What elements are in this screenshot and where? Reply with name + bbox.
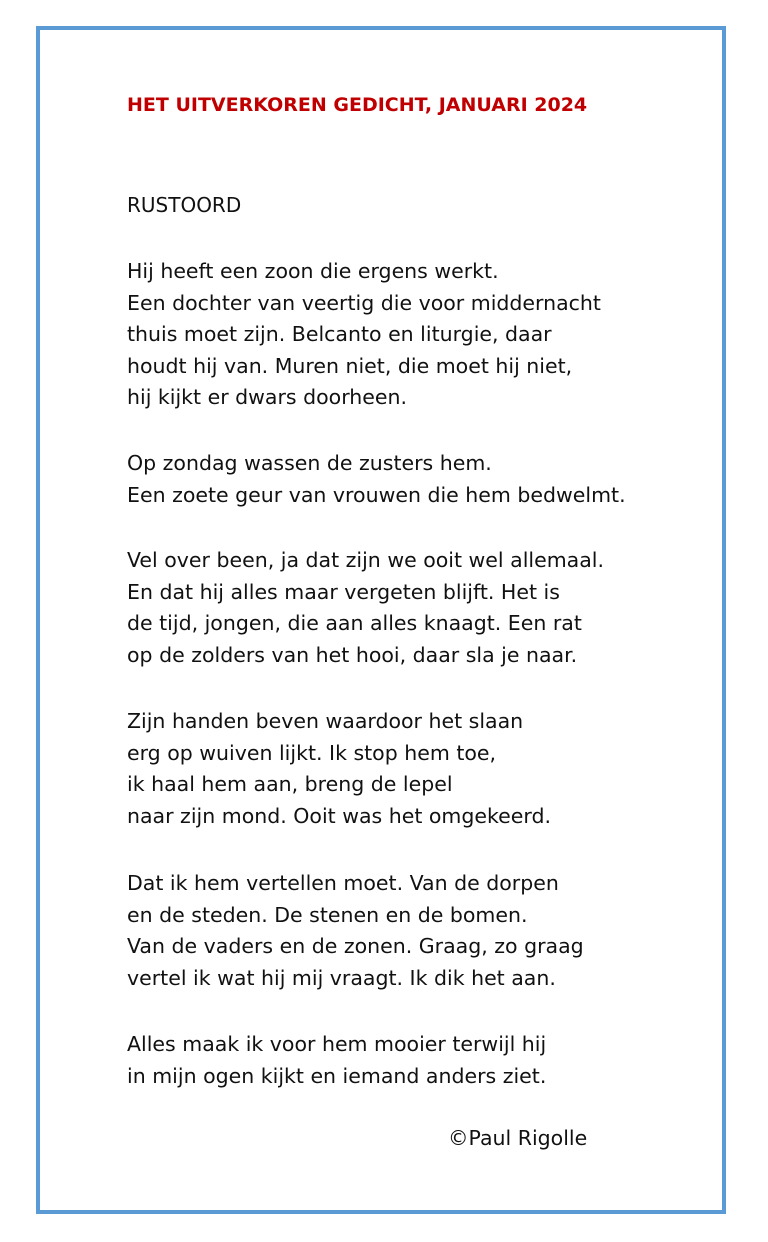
stanza-4 — [127, 706, 551, 832]
poem-line: en de steden. De stenen en de bomen. — [127, 902, 528, 927]
poem-line: in mijn ogen kijkt en iemand anders ziet. — [127, 1063, 547, 1088]
poem-line: thuis moet zijn. Belcanto en liturgie, daar — [127, 322, 552, 346]
stanza-5 — [127, 868, 584, 994]
poem-line: houdt hij van. Muren niet, die moet hij niet, — [127, 353, 573, 378]
poem-line: En dat hij alles maar vergeten blijft. Het is — [127, 579, 560, 604]
poem-line: Op zondag wassen de zusters hem. — [127, 451, 492, 475]
poem-author: ©Paul Rigolle — [448, 1126, 588, 1150]
poem-line: Een zoete geur van vrouwen die hem bedwelmt. — [127, 482, 626, 507]
stanza-3 — [127, 545, 604, 671]
poem-line: Een dochter van veertig die voor middernacht — [127, 290, 601, 315]
poem-line: Alles maak ik voor hem mooier terwijl hij — [127, 1032, 547, 1056]
poem-line: Vel over been, ja dat zijn we ooit wel allemaal. — [127, 548, 605, 572]
poem-line: op de zolders van het hooi, daar sla je naar. — [127, 642, 578, 667]
poem-line: hij kijkt er dwars doorheen. — [127, 385, 408, 409]
poem-line: Dat ik hem vertellen moet. Van de dorpen — [127, 871, 559, 895]
poem-line: naar zijn mond. Ooit was het omgekeerd. — [127, 803, 551, 828]
poem-line: Van de vaders en de zonen. Graag, zo graag — [127, 934, 584, 958]
poem-line: de tijd, jongen, die aan alles knaagt. Een rat — [127, 611, 582, 635]
poem-line: Hij heeft een zoon die ergens werkt. — [127, 259, 499, 283]
poem-line: vertel ik wat hij mij vraagt. Ik dik het aan. — [127, 965, 556, 990]
poem-line: Zijn handen beven waardoor het slaan — [127, 709, 524, 733]
stanza-1 — [127, 256, 601, 414]
stanza-6 — [127, 1029, 546, 1092]
stanza-2 — [127, 448, 626, 511]
poem-title: RUSTOORD — [127, 193, 242, 217]
poem-line: erg op wuiven lijkt. Ik stop hem toe, — [127, 740, 497, 765]
page-header-title: HET UITVERKOREN GEDICHT, JANUARI 2024 — [127, 94, 588, 116]
poem-line: ik haal hem aan, breng de lepel — [127, 772, 453, 796]
